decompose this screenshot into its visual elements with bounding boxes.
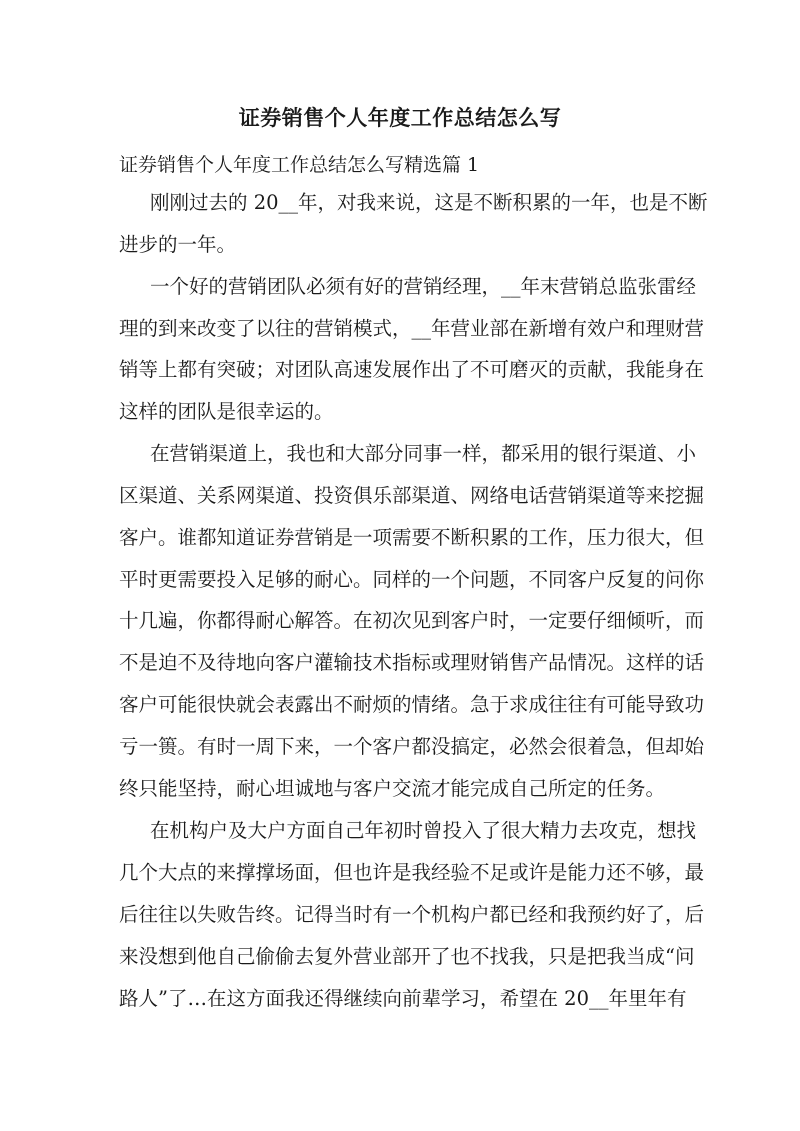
paragraph-3-line-8: 亏一篑。有时一周下来，一个客户都没搞定，必然会很着急，但却始 [119,735,705,758]
section-subtitle: 证券销售个人年度工作总结怎么写精选篇 1 [119,154,480,176]
paragraph-4-line-2: 几个大点的来撑撑场面，但也许是我经验不足或许是能力还不够，最 [119,861,705,884]
paragraph-1-line-2: 进步的一年。 [119,233,237,256]
paragraph-4-line-5: 路人”了…在这方面我还得继续向前辈学习，希望在 20__年里年有 [119,987,687,1010]
paragraph-4-line-1: 在机构户及大户方面自己年初时曾投入了很大精力去攻克，想找 [150,819,697,842]
paragraph-3-line-1: 在营销渠道上，我也和大部分同事一样，都采用的银行渠道、小 [150,442,697,465]
paragraph-3-line-2: 区渠道、关系网渠道、投资俱乐部渠道、网络电话营销渠道等来挖掘 [119,484,705,507]
paragraph-4-line-4: 来没想到他自己偷偷去复外营业部开了也不找我，只是把我当成“问 [119,945,695,968]
paragraph-4-line-3: 后往往以失败告终。记得当时有一个机构户都已经和我预约好了，后 [119,903,705,926]
paragraph-1-line-1: 刚刚过去的 20__年，对我来说，这是不断积累的一年，也是不断 [150,191,708,214]
paragraph-2-line-3: 销等上都有突破；对团队高速发展作出了不可磨灭的贡献，我能身在 [119,358,705,381]
paragraph-3-line-7: 客户可能很快就会表露出不耐烦的情绪。急于求成往往有可能导致功 [119,693,705,716]
document-title: 证券销售个人年度工作总结怎么写 [238,105,562,130]
paragraph-2-line-4: 这样的团队是很幸运的。 [119,400,334,423]
paragraph-3-line-5: 十几遍，你都得耐心解答。在初次见到客户时，一定要仔细倾听，而 [119,609,705,632]
paragraph-3-line-6: 不是迫不及待地向客户灌输技术指标或理财销售产品情况。这样的话 [119,651,705,674]
paragraph-3-line-9: 终只能坚持，耐心坦诚地与客户交流才能完成自己所定的任务。 [119,777,666,800]
paragraph-2-line-2: 理的到来改变了以往的营销模式，__年营业部在新增有效户和理财营 [119,317,705,340]
paragraph-2-line-1: 一个好的营销团队必须有好的营销经理，__年末营销总监张雷经 [150,275,697,298]
paragraph-3-line-4: 平时更需要投入足够的耐心。同样的一个问题，不同客户反复的问你 [119,568,705,591]
paragraph-3-line-3: 客户。谁都知道证券营销是一项需要不断积累的工作，压力很大，但 [119,526,705,549]
